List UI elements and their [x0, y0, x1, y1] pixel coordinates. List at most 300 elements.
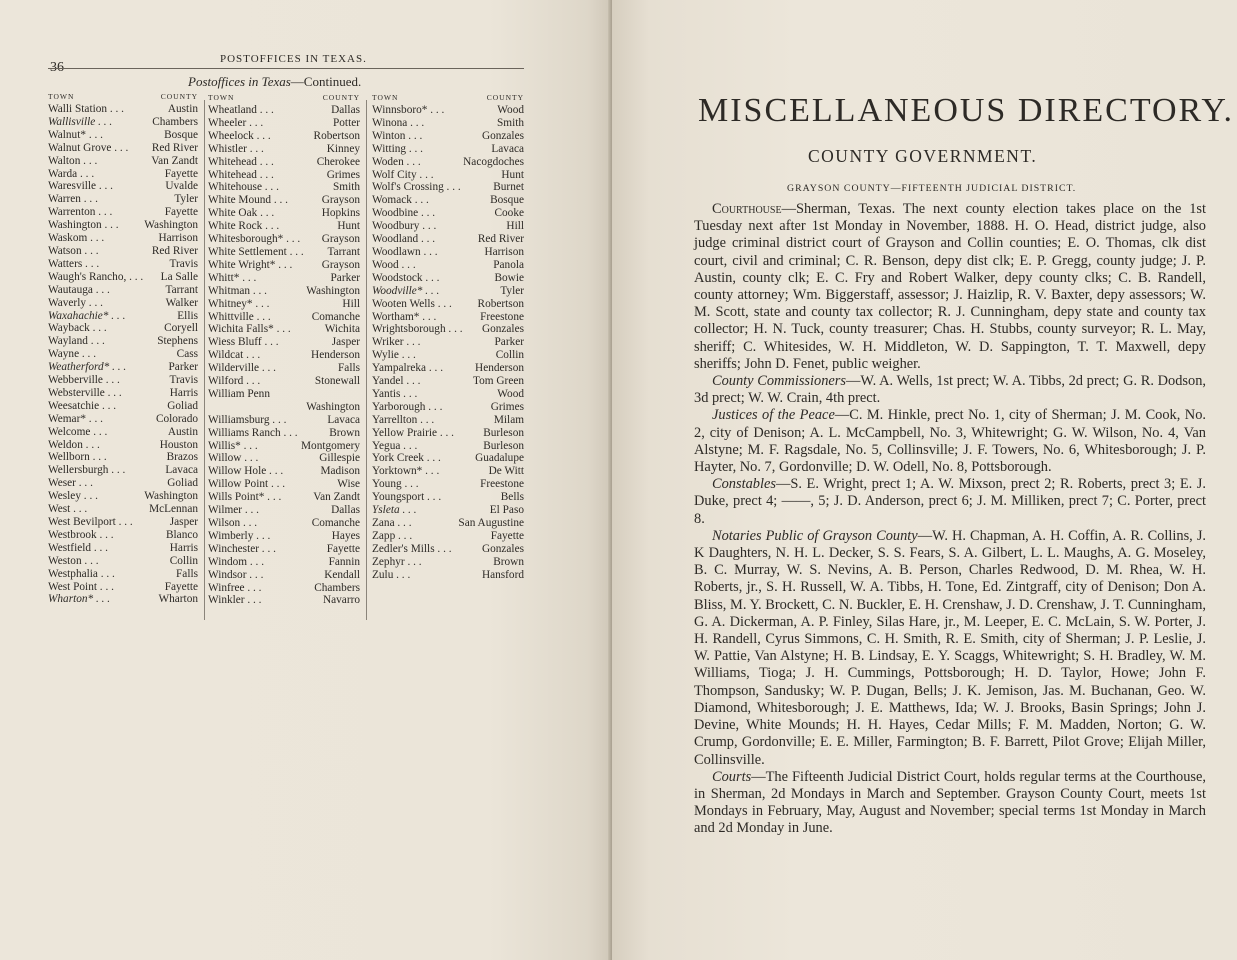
town-name: Woden . . . — [372, 155, 421, 168]
county-name: Dallas — [331, 104, 360, 116]
column-divider — [366, 100, 367, 620]
county-name: Washington — [306, 400, 360, 413]
postoffice-row — [208, 194, 360, 207]
postoffice-row — [372, 478, 524, 491]
postoffice-row — [372, 530, 524, 543]
postoffice-row — [208, 517, 360, 530]
directory-paragraph — [694, 201, 1206, 373]
town-name: Whittville . . . — [208, 310, 271, 323]
county-name: Cherokee — [316, 155, 360, 168]
postoffice-row — [372, 427, 524, 440]
county-name: Wise — [337, 478, 360, 491]
postoffice-row — [372, 323, 524, 336]
county-name: Wood — [497, 387, 524, 400]
town-name: Walli Station . . . — [48, 103, 124, 115]
town-name: Womack . . . — [372, 194, 429, 207]
postoffice-row — [48, 129, 198, 142]
town-name: Whitesborough* . . . — [208, 233, 301, 246]
postoffice-row — [208, 156, 360, 169]
postoffice-row — [372, 156, 524, 169]
postoffice-row — [48, 387, 198, 400]
county-name: Hill — [342, 297, 360, 310]
county-name: Panola — [493, 258, 524, 271]
town-name: Winton . . . — [372, 129, 423, 142]
postoffice-row — [372, 491, 524, 504]
postoffice-row — [208, 543, 360, 556]
town-name: Young . . . — [372, 478, 419, 491]
town-name: Wilson . . . — [208, 517, 258, 529]
postoffice-row — [372, 543, 524, 556]
paragraph-lead: Constables — [712, 476, 776, 493]
town-name: Winona . . . — [372, 116, 425, 129]
town-name: Warrenton . . . — [48, 206, 113, 219]
town-name: Wortham* . . . — [372, 310, 437, 323]
postoffice-row — [372, 362, 524, 375]
postoffice-column-3 — [372, 92, 524, 582]
postoffice-row — [208, 298, 360, 311]
town-name: White Mound . . . — [208, 194, 289, 207]
town-name: Wolf's Crossing . . . — [372, 181, 461, 194]
town-name: Winfree . . . — [208, 581, 262, 594]
postoffice-row — [48, 581, 198, 594]
town-name: Whistler . . . — [208, 142, 264, 155]
postoffice-row — [208, 530, 360, 543]
postoffice-column-2 — [208, 92, 360, 607]
town-name: Waskom . . . — [48, 232, 105, 245]
postoffice-row — [48, 477, 198, 490]
postoffice-row — [372, 220, 524, 233]
column-divider — [204, 100, 205, 620]
town-name: Wellborn . . . — [48, 451, 107, 464]
postoffice-row — [48, 400, 198, 413]
table-title-rest: —Continued. — [290, 74, 362, 89]
town-name: Waverly . . . — [48, 296, 103, 309]
town-name: Wiess Bluff . . . — [208, 336, 279, 349]
county-name: Wichita — [324, 323, 360, 336]
county-name: El Paso — [489, 504, 524, 517]
postoffice-row — [48, 464, 198, 477]
header-rule — [48, 68, 524, 69]
town-name: Willis* . . . — [208, 439, 258, 452]
county-name: Parker — [330, 271, 360, 284]
town-name: Wheelock . . . — [208, 129, 271, 142]
postoffice-row — [372, 388, 524, 401]
postoffice-row — [372, 169, 524, 182]
county-name: Hopkins — [321, 207, 360, 220]
county-name: Tyler — [500, 284, 524, 297]
county-name: Smith — [497, 116, 524, 129]
county-name: Henderson — [311, 349, 360, 362]
postoffice-row — [208, 401, 360, 414]
county-name: Robertson — [477, 297, 524, 310]
directory-paragraph — [694, 528, 1206, 769]
county-name: Grayson — [321, 194, 360, 207]
postoffice-row — [48, 245, 198, 258]
postoffice-row — [48, 348, 198, 361]
county-name: Washington — [144, 490, 198, 503]
county-name: Uvalde — [165, 180, 198, 193]
county-name: Bowie — [494, 271, 524, 284]
postoffice-column-1 — [48, 92, 198, 606]
county-name: Houston — [159, 438, 198, 451]
county-name: Red River — [151, 244, 198, 257]
county-name: De Witt — [488, 465, 524, 478]
town-name: Wharton* . . . — [48, 593, 111, 606]
town-name: York Creek . . . — [372, 452, 441, 465]
county-name: Stonewall — [314, 375, 360, 388]
town-name: Waxahachie* . . . — [48, 309, 126, 322]
town-name: Whitehouse . . . — [208, 181, 279, 194]
county-name: Cass — [176, 348, 198, 361]
postoffice-row — [208, 375, 360, 388]
town-name: Webberville . . . — [48, 374, 120, 387]
town-name: White Settlement . . . — [208, 245, 304, 258]
county-name: Van Zandt — [313, 491, 360, 504]
town-name: Warda . . . — [48, 167, 95, 180]
paragraph-text: —S. E. Wright, prect 1; A. W. Mixson, prect 2; R. Roberts, prect 3; E. J. Duke, prect 4; ——, 5; J. D. Anderson, prect 6; J. M. Milliken, prect 7; C. Porter, prect 8. — [694, 476, 1206, 527]
town-name: Youngsport . . . — [372, 491, 442, 504]
county-name: Lavaca — [327, 413, 360, 426]
town-name: Zana . . . — [372, 517, 412, 529]
postoffice-row — [48, 555, 198, 568]
town-name: Welcome . . . — [48, 425, 108, 438]
county-name: Harris — [169, 386, 198, 399]
town-name: Westbrook . . . — [48, 528, 114, 541]
town-name: Weesatchie . . . — [48, 399, 117, 412]
town-name: Wriker . . . — [372, 336, 421, 349]
postoffice-row — [208, 246, 360, 259]
county-name: Smith — [333, 181, 360, 194]
town-name: Zulu . . . — [372, 568, 411, 581]
postoffice-row — [208, 491, 360, 504]
postoffice-row — [208, 582, 360, 595]
county-name: Fannin — [328, 555, 360, 568]
postoffice-row — [208, 285, 360, 298]
postoffice-row — [48, 568, 198, 581]
postoffice-row — [208, 388, 360, 401]
header-county: COUNTY — [322, 93, 360, 102]
county-name: Tarrant — [165, 283, 198, 296]
town-name: Whitehead . . . — [208, 168, 274, 181]
postoffice-row — [372, 272, 524, 285]
county-name: Harrison — [484, 245, 524, 258]
town-name: Weser . . . — [48, 477, 93, 490]
postoffice-row — [372, 336, 524, 349]
county-name: Gonzales — [481, 323, 524, 336]
county-name: Bells — [500, 491, 524, 504]
postoffice-row — [372, 207, 524, 220]
postoffice-row — [208, 349, 360, 362]
paragraph-lead: County Commissioners — [712, 373, 847, 390]
county-name: Colorado — [155, 412, 198, 425]
town-name: Walnut* . . . — [48, 128, 103, 141]
town-name: Watters . . . — [48, 257, 100, 270]
postoffice-row — [372, 259, 524, 272]
column-header — [208, 92, 360, 104]
town-name: Wolf City . . . — [372, 168, 434, 181]
postoffice-row — [48, 426, 198, 439]
town-name: Winchester . . . — [208, 542, 276, 555]
town-name: Weldon . . . — [48, 438, 100, 451]
town-name: Wemar* . . . — [48, 412, 103, 425]
town-name: Wayne . . . — [48, 348, 97, 361]
header-town: TOWN — [48, 92, 75, 101]
postoffice-row — [372, 285, 524, 298]
county-name: Collin — [495, 349, 524, 362]
postoffice-row — [372, 452, 524, 465]
postoffice-row — [208, 117, 360, 130]
town-name: Wilford . . . — [208, 375, 261, 388]
town-name: Walton . . . — [48, 154, 98, 167]
postoffice-row — [372, 349, 524, 362]
county-name: Brown — [329, 426, 360, 439]
town-name: Woodlawn . . . — [372, 245, 438, 258]
postoffice-row — [208, 207, 360, 220]
postoffice-row — [372, 556, 524, 569]
county-name: La Salle — [160, 270, 198, 283]
postoffice-row — [208, 362, 360, 375]
postoffice-row — [208, 104, 360, 117]
town-name: Willow Point . . . — [208, 478, 286, 491]
left-page — [0, 0, 612, 960]
postoffice-row — [48, 142, 198, 155]
county-name: Freestone — [480, 310, 524, 323]
county-name: San Augustine — [458, 517, 524, 529]
town-name: Zephyr . . . — [372, 555, 422, 568]
county-name: McLennan — [149, 503, 198, 516]
postoffice-row — [372, 194, 524, 207]
county-name: Walker — [165, 296, 198, 309]
postoffice-row — [372, 311, 524, 324]
town-name: Wilderville . . . — [208, 362, 276, 375]
paragraph-lead: Courts — [712, 768, 752, 785]
town-name: Yegua . . . — [372, 439, 418, 452]
postoffice-row — [372, 517, 524, 530]
county-name: Kendall — [324, 568, 360, 581]
county-name: Montgomery — [301, 439, 360, 452]
county-name: Fayette — [164, 167, 198, 180]
county-name: Grayson — [321, 233, 360, 246]
county-name: Guadalupe — [475, 452, 524, 465]
town-name: Warren . . . — [48, 193, 98, 206]
postoffice-row — [208, 311, 360, 324]
town-name — [208, 401, 211, 414]
town-name: Yampalreka . . . — [372, 362, 444, 375]
town-name: Ysleta . . . — [372, 504, 417, 517]
postoffice-row — [208, 452, 360, 465]
town-name: Walnut Grove . . . — [48, 141, 129, 154]
town-name: Websterville . . . — [48, 386, 122, 399]
county-name: Fayette — [164, 580, 198, 593]
town-name: Wrightsborough . . . — [372, 323, 463, 336]
postoffice-row — [208, 143, 360, 156]
postoffice-row — [48, 516, 198, 529]
directory-paragraph — [694, 769, 1206, 838]
postoffice-row — [48, 361, 198, 374]
postoffice-row — [48, 297, 198, 310]
county-name: Stephens — [157, 335, 198, 348]
postoffice-row — [372, 117, 524, 130]
county-name: Falls — [176, 567, 198, 580]
town-name: Winkler . . . — [208, 594, 262, 607]
town-name: Whitehead . . . — [208, 155, 274, 168]
county-name: Red River — [477, 233, 524, 246]
town-name: Wood . . . — [372, 258, 416, 271]
postoffice-row — [48, 542, 198, 555]
section-subtitle: COUNTY GOVERNMENT. — [808, 146, 1038, 166]
directory-title: MISCELLANEOUS DIRECTORY. — [698, 92, 1235, 129]
postoffice-row — [48, 593, 198, 606]
town-name: Wimberly . . . — [208, 529, 271, 542]
county-name: Washington — [144, 219, 198, 232]
county-name: Parker — [168, 361, 198, 374]
right-page — [612, 0, 1237, 960]
county-name: Gonzales — [481, 542, 524, 555]
paragraph-text: —Sherman, Texas. The next county election takes place on the 1st Tuesday next after 1st Monday in November, 1888. H. O. Head, district judge, also judge criminal district court of Grayson and Collin counties; E. O. Thomas, clk dist court, civil and criminal; C. R. Benson, depy dist clk; E. P. Gregg, county judge; J. P. Austin, county clk; E. C. Fry and Robert Walker, depy county clks; C. B. Randell, county attorney; Wm. Biggerstaff, assessor; J. Haizlip, R. V. Baxter, depy assessors; W. M. Scott, state and county tax collector; R. J. Cunningham, depy state and county tax collector; H. N. Tuck, county treasurer; Chas. H. Stubbs, county surveyor; R. L. May, sheriff; C. Whitesides, W. H. Middleton, W. D. Sappington, T. T. Maxwell, depy sheriffs; John D. Fenet, public weigher. — [694, 201, 1206, 372]
county-name: Tarrant — [327, 245, 360, 258]
county-name: Madison — [320, 465, 360, 478]
county-name: Falls — [338, 362, 360, 375]
town-name: Wylie . . . — [372, 349, 416, 362]
town-name: Woodbine . . . — [372, 207, 436, 220]
column-header — [372, 92, 524, 104]
county-name: Hill — [506, 220, 524, 233]
directory-body — [694, 201, 1206, 838]
county-name: Hunt — [501, 168, 524, 181]
directory-paragraph — [694, 407, 1206, 476]
postoffice-row — [208, 504, 360, 517]
town-name: Willow . . . — [208, 452, 259, 465]
county-name: Fayette — [164, 206, 198, 219]
town-name: Williamsburg . . . — [208, 413, 287, 426]
postoffice-row — [208, 465, 360, 478]
town-name: White Wright* . . . — [208, 258, 293, 271]
town-name: West Bevilport . . . — [48, 516, 133, 528]
postoffice-row — [372, 246, 524, 259]
county-name: Gonzales — [481, 129, 524, 142]
county-name: Fayette — [490, 529, 524, 542]
paragraph-text: —W. H. Chapman, A. H. Coffin, A. R. Collins, J. K Daughters, N. H. L. Decker, S. S. Fears, S. A. Gilbert, L. L. Maughs, A. G. Moseley, B. C. Murray, W. S. Nevins, A. B. Person, Charles Redwood, D. M. Rhea, W. H. Roberts, jr., S. H. Russell, W. A. Tibbs, H. Tone, Ed. Zintgraff, city of Denison; Don A. Bliss, M. Y. Brockett, C. N. Buckler, E. H. Crenshaw, J. D. Crenshaw, J. T. Cunningham, G. A. Dickerman, A. P. Finley, Silas Hare, jr., M. Leeper, E. C. McLain, S. W. Porter, J. H. Randell, Cyrus Simmons, C. H. Smith, R. E. Smith, city of Sherman; J. P. Leslie, J. W. Pattie, Van Alstyne; H. B. Lindsay, E. Y. Scaggs, Whitewright; S. H. Bradley, W. M. Williams, Tioga; J. H. Cummings, Pottsborough; H. D. Taylor, Howe; John F. Thompson, Sandusky; W. P. Dugan, Bells; J. K. Jemison, Jas. M. Buchanan, Geo. W. Diamond, Whitesborough; J. E. Matthews, Ida; W. J. Brooks, Basin Springs; John J. Devine, White Mounds; H. H. Hayes, Cedar Mills; F. M. Madden, Norton; G. W. Crump, Gordonville; E. E. Miller, Farmington; B. F. Barrett, Pilot Grove; Elijah Miller, Collinsville. — [694, 527, 1207, 768]
county-name: Austin — [167, 103, 198, 115]
county-name: Comanche — [311, 517, 360, 529]
postoffice-row — [372, 104, 524, 117]
town-name: Watson . . . — [48, 244, 99, 257]
town-name: Woodland . . . — [372, 233, 436, 246]
postoffice-row — [208, 181, 360, 194]
postoffice-row — [208, 478, 360, 491]
town-name: William Penn — [208, 387, 270, 400]
directory-paragraph — [694, 476, 1206, 528]
postoffice-row — [48, 193, 198, 206]
county-name: Travis — [169, 374, 198, 387]
paragraph-lead: Justices of the Peace — [712, 407, 835, 424]
county-name: Grimes — [490, 400, 524, 413]
county-name: Travis — [169, 257, 198, 270]
town-name: Wautauga . . . — [48, 283, 110, 296]
postoffice-row — [208, 594, 360, 607]
county-name: Harrison — [158, 232, 198, 245]
county-name: Blanco — [166, 528, 198, 541]
county-name: Gillespie — [319, 452, 360, 465]
town-name: Yarrellton . . . — [372, 413, 435, 426]
county-name: Potter — [333, 116, 360, 129]
town-name: Washington . . . — [48, 219, 119, 232]
town-name: Willow Hole . . . — [208, 465, 284, 478]
county-name: Burleson — [483, 426, 524, 439]
town-name: Wills Point* . . . — [208, 491, 282, 504]
town-name: White Rock . . . — [208, 220, 280, 233]
postoffice-row — [48, 219, 198, 232]
postoffice-row — [48, 284, 198, 297]
county-name: Lavaca — [491, 142, 524, 155]
town-name: Wilmer . . . — [208, 504, 259, 517]
postoffice-row — [48, 490, 198, 503]
postoffice-row — [48, 451, 198, 464]
postoffice-row — [372, 414, 524, 427]
page-number: 36 — [50, 60, 64, 75]
postoffice-row — [208, 556, 360, 569]
postoffice-row — [48, 335, 198, 348]
town-name: Whitt* . . . — [208, 271, 257, 284]
county-name: Nacogdoches — [463, 155, 524, 168]
county-name: Washington — [306, 284, 360, 297]
paragraph-text: —The Fifteenth Judicial District Court, holds regular terms at the Courthouse, in Sherman, 2d Mondays in March and September. Grayson County Court, meets 1st Mondays in February, May, August and November; special terms 1st Monday in March and 2d Monday in June. — [694, 768, 1206, 837]
postoffice-row — [48, 271, 198, 284]
county-name: Van Zandt — [151, 154, 198, 167]
town-name: Windom . . . — [208, 555, 265, 568]
county-name: Comanche — [311, 310, 360, 323]
directory-paragraph — [694, 373, 1206, 407]
postoffice-row — [372, 375, 524, 388]
postoffice-row — [208, 220, 360, 233]
postoffice-row — [208, 323, 360, 336]
town-name: Yandel . . . — [372, 375, 421, 388]
postoffice-row — [372, 143, 524, 156]
county-name: Kinney — [326, 142, 360, 155]
town-name: White Oak . . . — [208, 207, 275, 220]
town-name: Woodville* . . . — [372, 284, 440, 297]
county-name: Bosque — [490, 194, 524, 207]
postoffice-row — [208, 130, 360, 143]
town-name: Witting . . . — [372, 142, 424, 155]
town-name: Wellersburgh . . . — [48, 464, 126, 477]
postoffice-row — [48, 503, 198, 516]
county-name: Red River — [151, 141, 198, 154]
town-name: Zedler's Mills . . . — [372, 542, 452, 555]
county-name: Coryell — [164, 322, 198, 335]
county-name: Brown — [493, 555, 524, 568]
town-name: Wesley . . . — [48, 490, 98, 503]
county-name: Harris — [169, 541, 198, 554]
postoffice-row — [48, 529, 198, 542]
postoffice-row — [48, 258, 198, 271]
county-name: Jasper — [331, 336, 360, 349]
county-name: Austin — [167, 425, 198, 438]
county-name: Wood — [497, 104, 524, 116]
postoffice-row — [48, 413, 198, 426]
postoffice-row — [208, 272, 360, 285]
town-name: Wildcat . . . — [208, 349, 261, 362]
postoffice-row — [208, 169, 360, 182]
town-name: Wooten Wells . . . — [372, 297, 452, 310]
postoffice-row — [372, 233, 524, 246]
postoffice-row — [48, 168, 198, 181]
county-name: Ellis — [177, 309, 198, 322]
postoffice-row — [208, 259, 360, 272]
county-name: Lavaca — [165, 464, 198, 477]
county-name: Wharton — [158, 593, 198, 606]
county-name: Hayes — [331, 529, 360, 542]
